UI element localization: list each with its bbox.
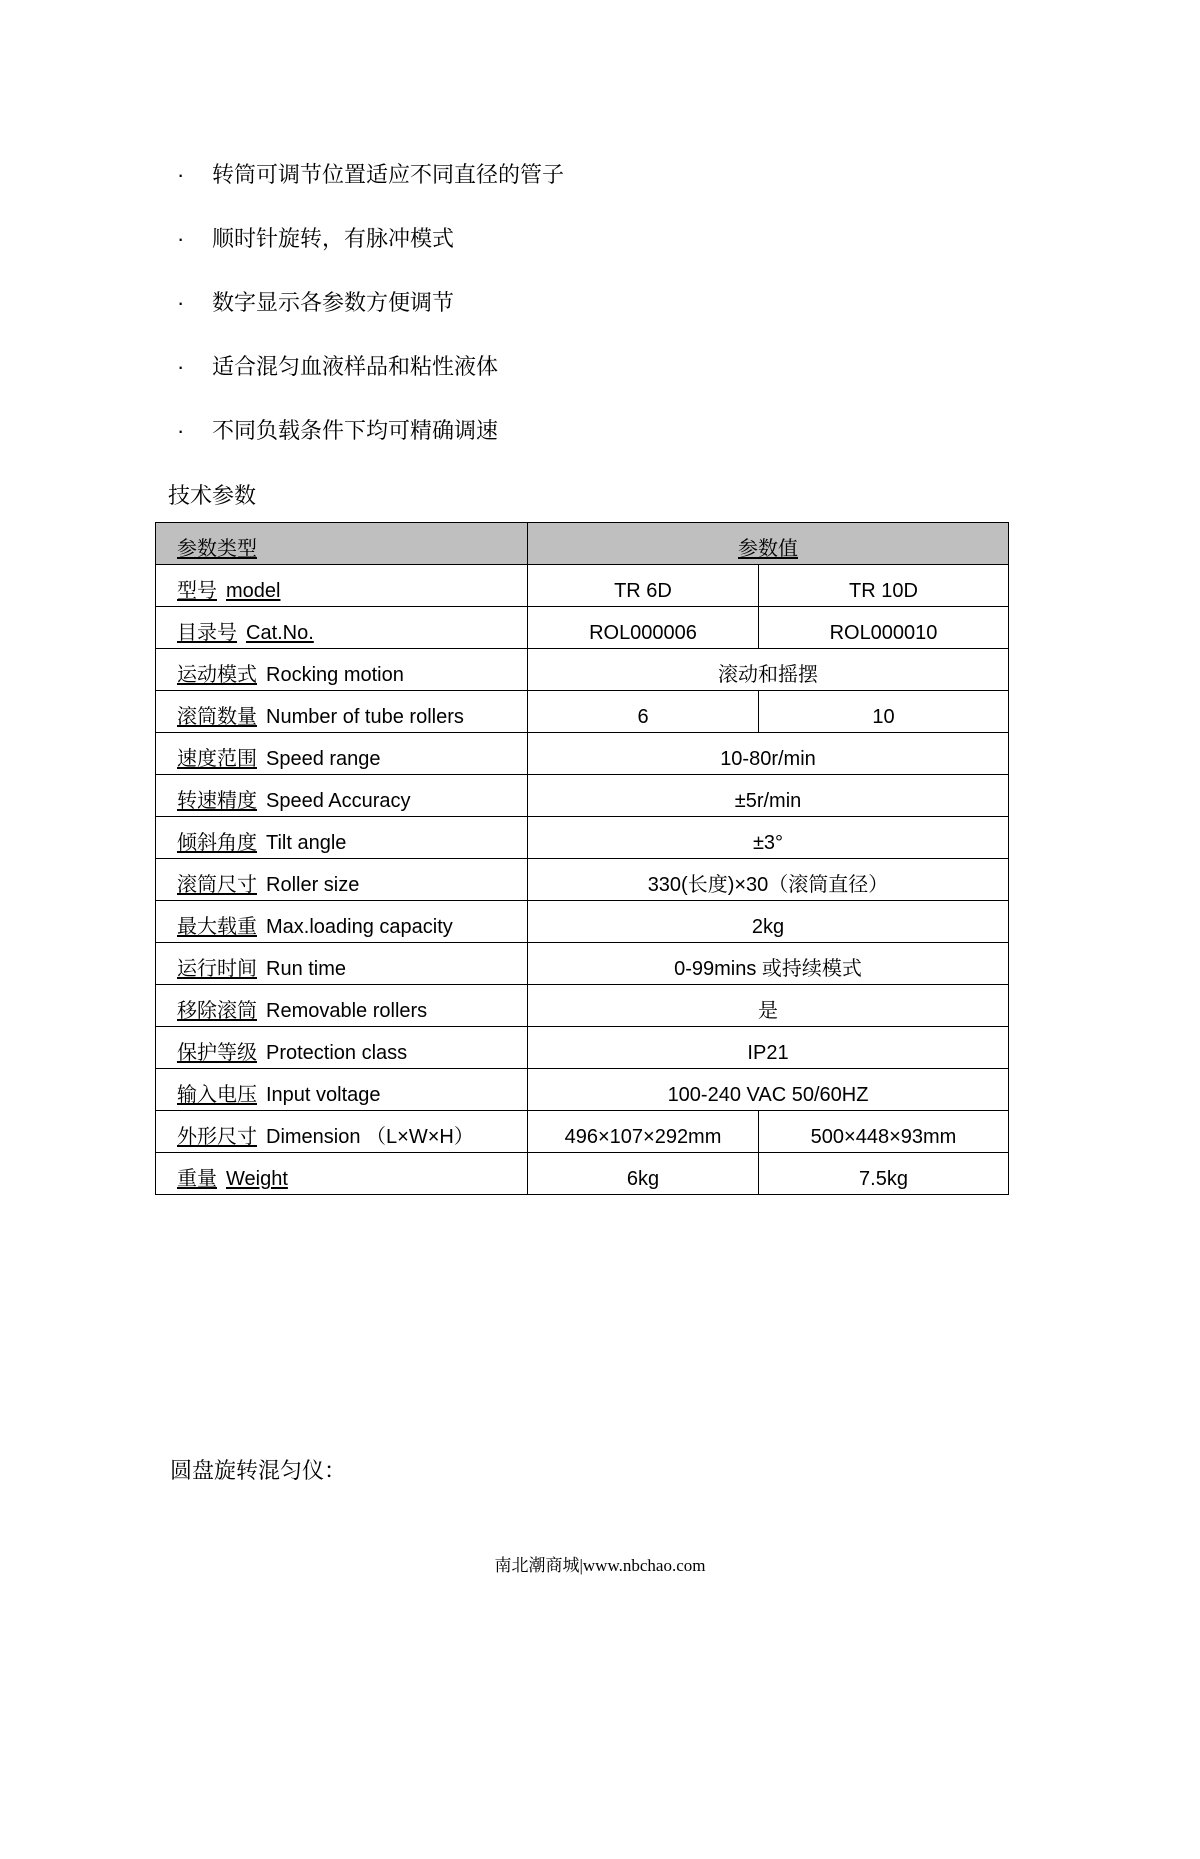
param-value-cell: 是 <box>528 985 1009 1027</box>
param-label-zh: 输入电压 <box>177 1084 257 1106</box>
param-label-en: Rocking motion <box>266 664 404 686</box>
param-value-cell: 10 <box>759 691 1009 733</box>
param-value-header-text: 参数值 <box>738 538 798 560</box>
param-value-cell: ROL000010 <box>759 607 1009 649</box>
param-value-cell: TR 10D <box>759 565 1009 607</box>
param-label-cell <box>156 901 528 943</box>
feature-item <box>177 162 1200 226</box>
table-header-row <box>156 523 1009 565</box>
param-label-cell <box>156 1153 528 1195</box>
table-row <box>156 775 1009 817</box>
param-label-cell <box>156 691 528 733</box>
param-label-zh: 运动模式 <box>177 664 257 686</box>
table-row <box>156 1027 1009 1069</box>
param-value-cell: 496×107×292mm <box>528 1111 759 1153</box>
param-value-header <box>528 523 1009 565</box>
param-label-zh: 速度范围 <box>177 748 257 770</box>
table-row <box>156 1069 1009 1111</box>
footer <box>0 1555 1200 1577</box>
param-value-cell: 2kg <box>528 901 1009 943</box>
feature-text: 不同负载条件下均可精确调速 <box>212 418 499 443</box>
param-value-cell: 6 <box>528 691 759 733</box>
param-value-cell: 滚动和摇摆 <box>528 649 1009 691</box>
table-row <box>156 859 1009 901</box>
param-label-zh: 转速精度 <box>177 790 257 812</box>
param-label-cell <box>156 775 528 817</box>
param-label-zh: 移除滚筒 <box>177 1000 257 1022</box>
bullet-icon: · <box>177 162 185 187</box>
table-row <box>156 1153 1009 1195</box>
table-row <box>156 901 1009 943</box>
feature-item <box>177 226 1200 290</box>
param-value-cell: 0-99mins 或持续模式 <box>528 943 1009 985</box>
param-label-en: Removable rollers <box>266 1000 428 1022</box>
bullet-icon: · <box>177 290 185 315</box>
param-label-en: model <box>226 580 281 602</box>
param-label-cell <box>156 733 528 775</box>
param-label-en: Max.loading capacity <box>266 916 453 938</box>
section-title: 技术参数 <box>168 483 257 508</box>
feature-text: 适合混匀血液样品和粘性液体 <box>212 354 499 379</box>
param-label-zh: 目录号 <box>177 622 237 644</box>
param-label-en: Weight <box>226 1168 288 1190</box>
table-row <box>156 943 1009 985</box>
param-label-zh: 倾斜角度 <box>177 832 257 854</box>
param-value-cell: 10-80r/min <box>528 733 1009 775</box>
feature-list <box>177 162 1200 482</box>
param-value-cell: 100-240 VAC 50/60HZ <box>528 1069 1009 1111</box>
param-label-cell <box>156 859 528 901</box>
footer-site-name: 南北潮商城 <box>494 1556 580 1575</box>
param-label-cell <box>156 1069 528 1111</box>
param-type-header <box>156 523 528 565</box>
feature-text: 转筒可调节位置适应不同直径的管子 <box>212 162 565 187</box>
table-row <box>156 985 1009 1027</box>
footer-separator: | <box>579 1556 583 1575</box>
param-value-cell: 6kg <box>528 1153 759 1195</box>
param-label-en: Input voltage <box>266 1084 381 1106</box>
param-label-cell <box>156 985 528 1027</box>
param-label-en: Number of tube rollers <box>266 706 464 728</box>
table-row <box>156 817 1009 859</box>
param-value-cell: IP21 <box>528 1027 1009 1069</box>
param-label-cell <box>156 1027 528 1069</box>
page <box>0 162 1200 1859</box>
feature-item <box>177 354 1200 418</box>
param-label-en: Protection class <box>266 1042 408 1064</box>
bullet-icon: · <box>177 354 185 379</box>
param-label-zh: 外形尺寸 <box>177 1126 257 1148</box>
bullet-icon: · <box>177 418 185 443</box>
param-value-cell: 500×448×93mm <box>759 1111 1009 1153</box>
feature-item <box>177 290 1200 354</box>
param-label-en: Speed Accuracy <box>266 790 411 812</box>
param-label-cell <box>156 817 528 859</box>
feature-text: 数字显示各参数方便调节 <box>212 290 455 315</box>
feature-text: 顺时针旋转，有脉冲模式 <box>212 226 455 251</box>
param-label-zh: 滚筒尺寸 <box>177 874 257 896</box>
param-label-en: Run time <box>266 958 347 980</box>
param-label-cell <box>156 943 528 985</box>
spec-table <box>155 522 1009 1195</box>
param-label-en: Roller size <box>266 874 360 896</box>
param-label-en: Speed range <box>266 748 381 770</box>
footer-url: www.nbchao.com <box>582 1556 706 1575</box>
param-label-zh: 型号 <box>177 580 217 602</box>
param-label-cell <box>156 607 528 649</box>
param-label-cell <box>156 565 528 607</box>
table-row <box>156 649 1009 691</box>
param-label-en: Cat.No. <box>246 622 314 644</box>
param-value-cell: ROL000006 <box>528 607 759 649</box>
table-row <box>156 691 1009 733</box>
param-value-cell: ±5r/min <box>528 775 1009 817</box>
param-label-en: Dimension （L×W×H） <box>266 1126 474 1148</box>
param-value-cell: ±3° <box>528 817 1009 859</box>
param-label-zh: 重量 <box>177 1168 217 1190</box>
param-label-cell <box>156 1111 528 1153</box>
param-value-cell: 7.5kg <box>759 1153 1009 1195</box>
param-value-cell: 330(长度)×30（滚筒直径） <box>528 859 1009 901</box>
param-label-zh: 最大载重 <box>177 916 257 938</box>
param-value-cell: TR 6D <box>528 565 759 607</box>
param-label-zh: 保护等级 <box>177 1042 257 1064</box>
subsection-title: 圆盘旋转混匀仪： <box>170 1458 347 1483</box>
table-row <box>156 733 1009 775</box>
param-label-cell <box>156 649 528 691</box>
table-row <box>156 1111 1009 1153</box>
param-label-en: Tilt angle <box>266 832 347 854</box>
table-row <box>156 565 1009 607</box>
param-label-zh: 滚筒数量 <box>177 706 257 728</box>
table-row <box>156 607 1009 649</box>
param-type-header-text: 参数类型 <box>177 538 257 560</box>
param-label-zh: 运行时间 <box>177 958 257 980</box>
bullet-icon: · <box>177 226 185 251</box>
feature-item <box>177 418 1200 482</box>
